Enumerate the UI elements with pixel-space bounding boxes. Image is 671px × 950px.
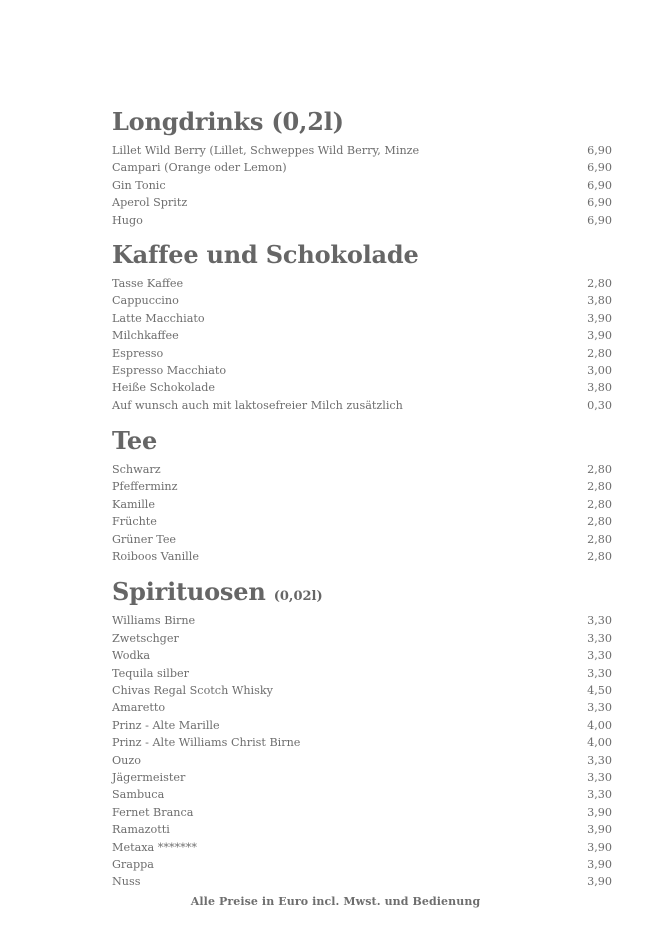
item-price: 3,30 xyxy=(587,701,612,715)
menu-item xyxy=(112,548,612,565)
section-title xyxy=(112,107,612,137)
item-name: Milchkaffee xyxy=(112,329,179,343)
menu-item xyxy=(112,194,612,211)
menu-item xyxy=(112,873,612,890)
section-title xyxy=(112,426,612,456)
section-title-text: Longdrinks (0,2l) xyxy=(112,107,344,136)
item-price: 6,90 xyxy=(587,196,612,210)
item-name: Ramazotti xyxy=(112,823,170,837)
section-title xyxy=(112,240,612,270)
item-name: Campari (Orange oder Lemon) xyxy=(112,161,287,175)
menu-item xyxy=(112,362,612,379)
item-name: Tasse Kaffee xyxy=(112,276,184,290)
menu-item xyxy=(112,699,612,716)
section-longdrinks xyxy=(112,107,612,229)
menu-item xyxy=(112,630,612,647)
item-name: Jägermeister xyxy=(112,770,186,784)
item-list xyxy=(112,612,612,890)
menu-item xyxy=(112,159,612,176)
item-price: 0,30 xyxy=(587,398,612,412)
item-name: Amaretto xyxy=(112,701,166,715)
menu-item xyxy=(112,478,612,495)
menu-item xyxy=(112,821,612,838)
item-list xyxy=(112,275,612,414)
menu-item xyxy=(112,647,612,664)
item-name: Ouzo xyxy=(112,753,142,767)
item-price: 3,80 xyxy=(587,294,612,308)
item-price: 6,90 xyxy=(587,178,612,192)
menu-item xyxy=(112,612,612,629)
menu-item xyxy=(112,769,612,786)
item-price: 2,80 xyxy=(587,480,612,494)
section-title-text: Tee xyxy=(112,426,158,456)
item-name: Latte Macchiato xyxy=(112,311,205,325)
menu-item xyxy=(112,513,612,530)
item-price: 3,90 xyxy=(587,805,612,819)
menu-item xyxy=(112,786,612,803)
menu-item xyxy=(112,804,612,821)
item-list xyxy=(112,461,612,565)
item-price: 6,90 xyxy=(587,144,612,157)
section-title xyxy=(112,577,612,607)
item-name: Grüner Tee xyxy=(112,532,177,546)
menu-item xyxy=(112,212,612,229)
item-price: 3,80 xyxy=(587,381,612,395)
item-price: 3,30 xyxy=(587,753,612,767)
price-footnote: Alle Preise in Euro incl. Mwst. und Bedienung xyxy=(190,895,481,908)
item-price: 4,50 xyxy=(587,683,612,697)
item-name: Früchte xyxy=(112,515,157,529)
item-price: 2,80 xyxy=(587,550,612,564)
item-name: Prinz - Alte Williams Christ Birne xyxy=(112,736,301,750)
item-price: 3,90 xyxy=(587,857,612,871)
item-name: Cappuccino xyxy=(112,294,179,308)
item-name: Auf wunsch auch mit laktosefreier Milch zusätzlich xyxy=(112,398,403,412)
section-title-suffix: (0,02l) xyxy=(273,589,323,605)
item-price: 4,00 xyxy=(587,718,612,732)
item-price: 2,80 xyxy=(587,463,612,477)
item-price: 6,90 xyxy=(587,213,612,227)
item-name: Pfefferminz xyxy=(112,480,178,494)
item-price: 3,90 xyxy=(587,840,612,854)
menu-item xyxy=(112,397,612,414)
menu-item xyxy=(112,177,612,194)
item-price: 2,80 xyxy=(587,515,612,529)
menu-item xyxy=(112,839,612,856)
menu-item xyxy=(112,496,612,513)
item-price: 3,90 xyxy=(587,875,612,889)
item-price: 3,00 xyxy=(587,363,612,377)
item-name: Aperol Spritz xyxy=(112,196,188,210)
menu-item xyxy=(112,734,612,751)
section-kaffee xyxy=(112,240,612,414)
item-price: 3,30 xyxy=(587,614,612,628)
section-title-text: Spirituosen xyxy=(112,577,266,607)
item-name: Metaxa ******* xyxy=(112,840,197,854)
item-name: Lillet Wild Berry (Lillet, Schweppes Wild Berry, Minze xyxy=(112,144,420,157)
item-name: Schwarz xyxy=(112,463,161,477)
item-name: Chivas Regal Scotch Whisky xyxy=(112,683,273,697)
item-price: 3,30 xyxy=(587,666,612,680)
menu-item xyxy=(112,665,612,682)
menu-item xyxy=(112,752,612,769)
menu-item xyxy=(112,292,612,309)
item-name: Espresso xyxy=(112,346,164,360)
menu-item xyxy=(112,717,612,734)
item-name: Heiße Schokolade xyxy=(112,381,216,395)
section-spirituosen xyxy=(112,577,612,890)
item-name: Williams Birne xyxy=(112,614,196,628)
item-name: Zwetschger xyxy=(112,631,179,645)
menu-item xyxy=(112,345,612,362)
item-price: 3,90 xyxy=(587,823,612,837)
menu-item xyxy=(112,327,612,344)
menu-item xyxy=(112,275,612,292)
menu-item xyxy=(112,379,612,396)
item-price: 2,80 xyxy=(587,532,612,546)
item-price: 2,80 xyxy=(587,276,612,290)
menu-item xyxy=(112,531,612,548)
menu-item xyxy=(112,682,612,699)
menu-item xyxy=(112,856,612,873)
item-name: Roiboos Vanille xyxy=(112,550,199,564)
item-name: Espresso Macchiato xyxy=(112,363,227,377)
item-price: 3,90 xyxy=(587,329,612,343)
item-name: Fernet Branca xyxy=(112,805,194,819)
item-name: Prinz - Alte Marille xyxy=(112,718,220,732)
item-price: 6,90 xyxy=(587,161,612,175)
item-name: Nuss xyxy=(112,875,141,889)
item-name: Wodka xyxy=(112,649,151,663)
item-price: 3,90 xyxy=(587,311,612,325)
item-price: 2,80 xyxy=(587,346,612,360)
item-price: 4,00 xyxy=(587,736,612,750)
section-tee xyxy=(112,426,612,565)
section-title-text: Kaffee und Schokolade xyxy=(112,239,419,269)
item-price: 3,30 xyxy=(587,631,612,645)
item-price: 3,30 xyxy=(587,649,612,663)
menu-item xyxy=(112,142,612,159)
item-name: Sambuca xyxy=(112,788,165,802)
item-name: Grappa xyxy=(112,857,154,871)
menu-item xyxy=(112,461,612,478)
item-list xyxy=(112,142,612,229)
item-price: 3,30 xyxy=(587,788,612,802)
item-name: Hugo xyxy=(112,213,143,227)
item-price: 2,80 xyxy=(587,497,612,511)
menu-page xyxy=(112,107,612,891)
item-name: Kamille xyxy=(112,497,155,511)
menu-item xyxy=(112,310,612,327)
item-price: 3,30 xyxy=(587,770,612,784)
item-name: Tequila silber xyxy=(112,666,189,680)
item-name: Gin Tonic xyxy=(112,178,166,192)
